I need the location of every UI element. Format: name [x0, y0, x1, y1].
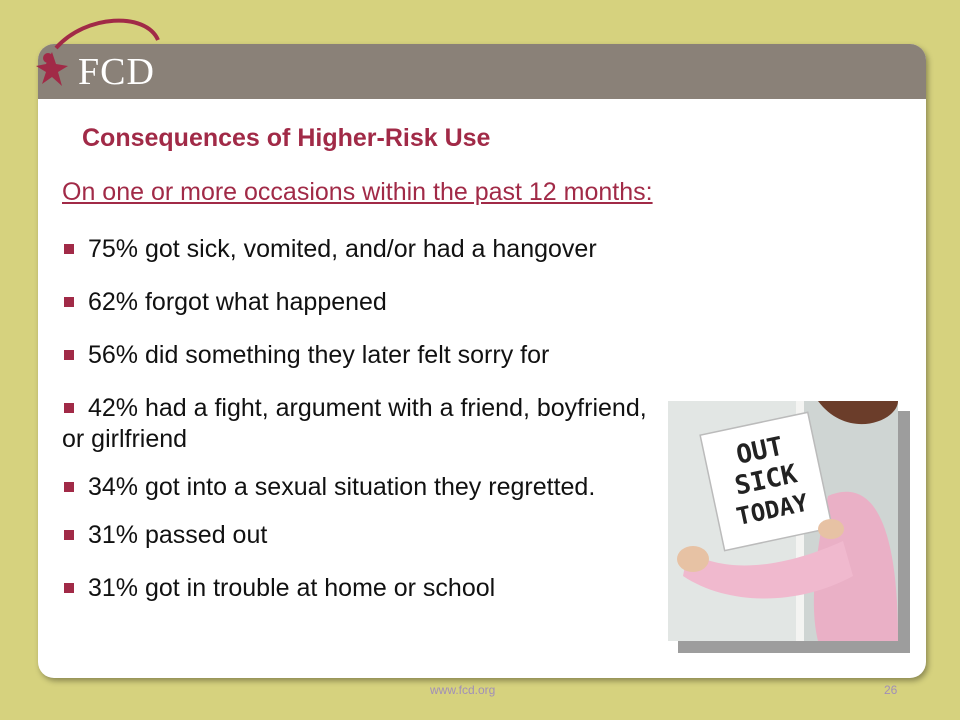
sign-text-line2: SICK [732, 459, 800, 502]
bullet-item: 42% had a fight, argument with a friend, boyfriend, or girlfriend [62, 394, 647, 453]
square-bullet-icon [64, 297, 74, 307]
bullet-item: 34% got into a sexual situation they regretted. [62, 472, 607, 503]
square-bullet-icon [64, 403, 74, 413]
slide-subtitle: On one or more occasions within the past 12 months: [62, 178, 653, 206]
brand-name: FCD [78, 51, 155, 93]
footer-url[interactable]: www.fcd.org [430, 683, 496, 697]
photo-illustration [668, 401, 898, 641]
slide-title: Consequences of Higher-Risk Use [82, 124, 491, 152]
sign-text-line1: OUT [733, 431, 786, 471]
bullet-item: 62% forgot what happened [62, 287, 682, 318]
bullet-item: 31% passed out [62, 520, 682, 551]
out-sick-photo [668, 401, 898, 641]
bullet-item: 31% got in trouble at home or school [62, 573, 682, 604]
square-bullet-icon [64, 583, 74, 593]
bullet-list [62, 234, 682, 604]
square-bullet-icon [64, 244, 74, 254]
bullet-item: 56% did something they later felt sorry for [62, 340, 682, 371]
square-bullet-icon [64, 482, 74, 492]
bullet-item: 75% got sick, vomited, and/or had a hangover [62, 234, 682, 265]
sign-text-line3: TODAY [733, 488, 811, 532]
page-number: 26 [884, 683, 898, 697]
square-bullet-icon [64, 530, 74, 540]
square-bullet-icon [64, 350, 74, 360]
